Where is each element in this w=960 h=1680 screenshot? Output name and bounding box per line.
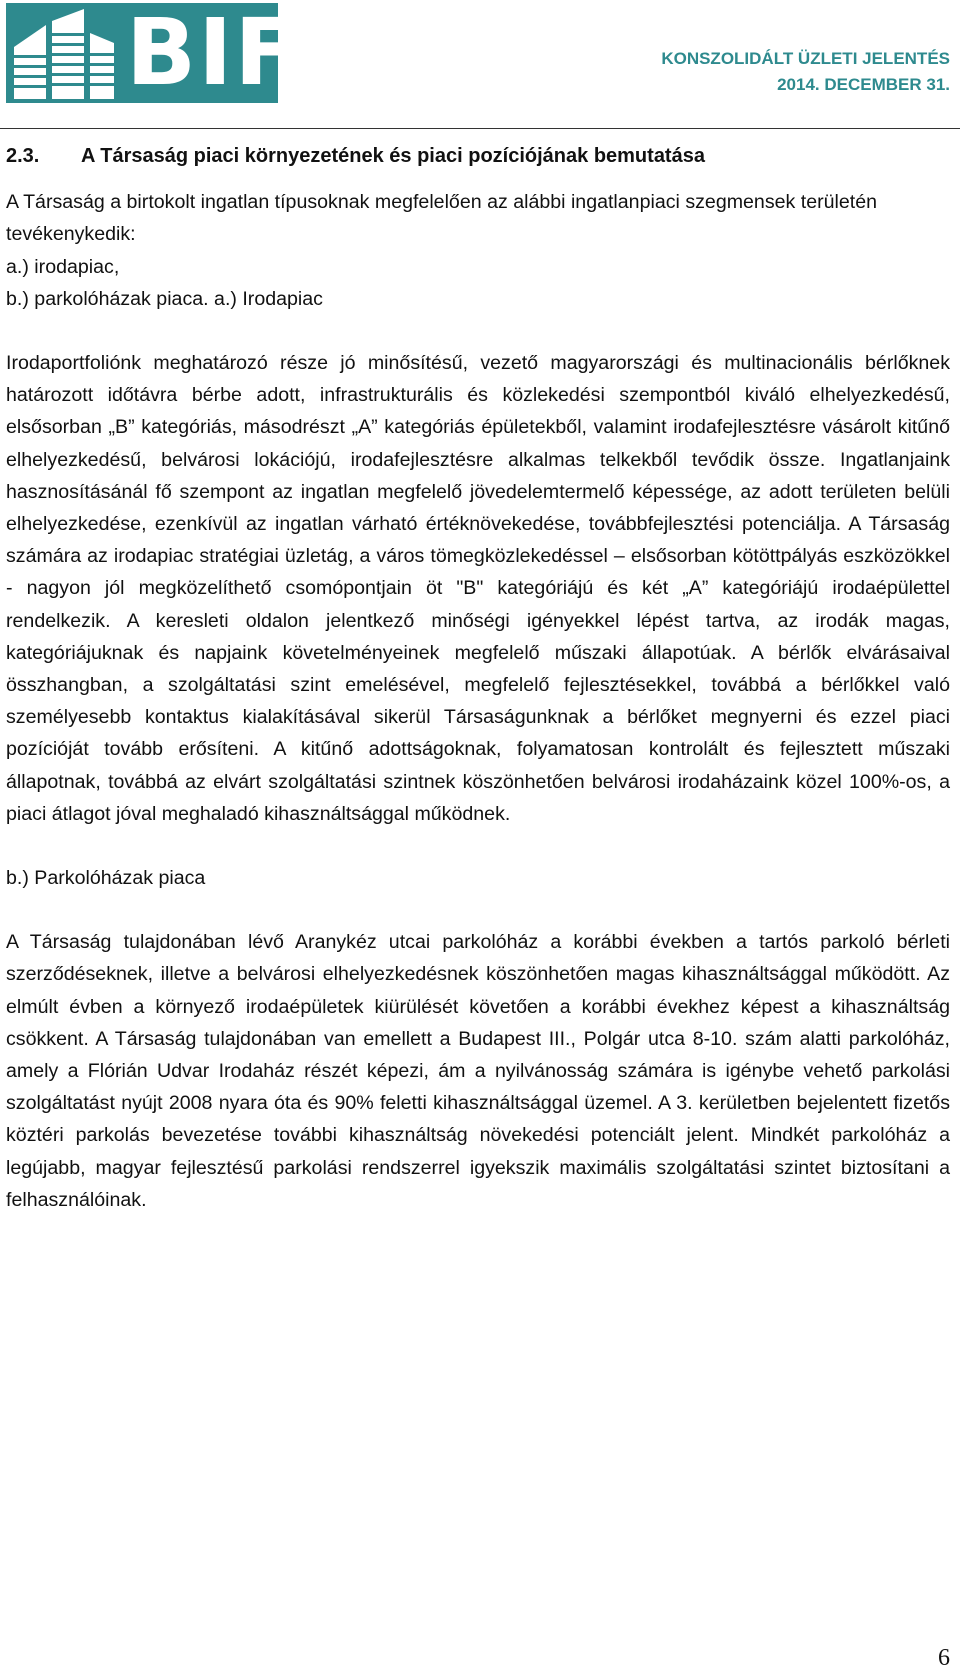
report-title-line1: KONSZOLIDÁLT ÜZLETI JELENTÉS bbox=[661, 49, 950, 68]
list-item-parking-text: b.) parkolóházak piaca. bbox=[6, 287, 209, 310]
report-title bbox=[661, 46, 950, 98]
office-paragraph: Irodaportfoliónk meghatározó része jó minősítésű, vezető magyarországi és multinacionális bérlőknek határozott időtávra bérbe adott, infrastrukturális és közlekedési szempontból kiváló elhelyezkedésű, elsősorban „B” kategóriás, másodrészt „A” kategóriás épületekből, valamint irodafejlesztésre vásárolt kitűnő elhelyezkedésű, belvárosi lokációjú, irodafejlesztésre alkalmas telkekből tevődik össze. Ingatlanjaink hasznosításánál fő szempont az ingatlan megfelelő jövedelemtermelő képessége, az adott területen belüli elhelyezkedése, ezenkívül az ingatlan várható értéknövekedése, továbbfejlesztési potenciálja. A Társaság számára az irodapiac stratégiai üzletág, a város tömegközlekedéssel – elsősorban kötöttpályás eszközökkel - nagyon jól megközelíthető csomópontjain öt "B" kategóriájú és két „A” kategóriájú irodaépülettel rendelkezik. A keresleti oldalon jelentkező minőségi igényekkel lépést tartva, az irodák magas, kategóriájuknak és napjaink követelményeinek megfelelő műszaki állapotúak. A bérlők elvárásaival összhangban, a szolgáltatási szint emelésével, megfelelő fejlesztésekkel, továbbá a bérlőkkel való személyesebb kontaktus kialakításával sikerül Társaságunknak a bérlőket megnyerni és ezzel piaci pozícióját tovább erősíteni. A kitűnő adottságoknak, folyamatosan kontrolált és fejlesztett műszaki állapotnak, továbbá az elvárt szolgáltatási szintnek köszönhetően belvárosi irodaházaink közel 100%-os, a piaci átlagot jóval meghaladó kihasználtsággal működnek. bbox=[6, 352, 950, 825]
parking-paragraph: A Társaság tulajdonában lévő Aranykéz utcai parkolóház a korábbi években a tartós parkoló bérleti szerződéseknek, illetve a belvárosi elhelyezkedésnek köszönhetően magas kihasználtsággal működött. Az elmúlt évben a környező irodaépületek kiürülését követően a korábbi évekhez képest a kihasználtság csökkent. A Társaság tulajdonában van emellett a Budapest III., Polgár utca 8-10. szám alatti parkolóház, amely a Flórián Udvar Irodaház részét képezi, ám a nyilvánosság számára is igénybe vehető parkolási szolgáltatást nyújt 2008 nyara óta és 90% feletti kihasználtsággal üzemel. A 3. kerületben bejelentett fizetős köztéri parkolás bevezetése további kihasználtság növekedési potenciált jelent. Mindkét parkolóház a legújabb, magyar fejlesztésű parkolási rendszerrel igyekszik maximális szolgáltatási szintet biztosítani a felhasználóinak. bbox=[6, 931, 950, 1211]
bif-logo bbox=[6, 0, 300, 106]
subheading-office: a.) Irodapiac bbox=[214, 287, 323, 310]
subheading-parking: b.) Parkolóházak piaca bbox=[6, 867, 206, 890]
section-number: 2.3. bbox=[6, 145, 40, 167]
page-header bbox=[0, 0, 960, 130]
section-heading bbox=[6, 140, 950, 172]
document-body bbox=[6, 140, 950, 1216]
logo-text: BIF bbox=[126, 0, 300, 106]
header-divider bbox=[0, 128, 960, 129]
page-number: 6 bbox=[938, 1645, 950, 1671]
intro-paragraph: A Társaság a birtokolt ingatlan típusoknak megfelelően az alábbi ingatlanpiaci szegmensek területén tevékenykedik: bbox=[6, 191, 878, 246]
list-item-office: a.) irodapiac, bbox=[6, 255, 120, 278]
section-title: A Társaság piaci környezetének és piaci pozíciójának bemutatása bbox=[81, 145, 705, 167]
report-title-line2: 2014. DECEMBER 31. bbox=[777, 75, 950, 94]
list-item-parking bbox=[6, 283, 950, 315]
